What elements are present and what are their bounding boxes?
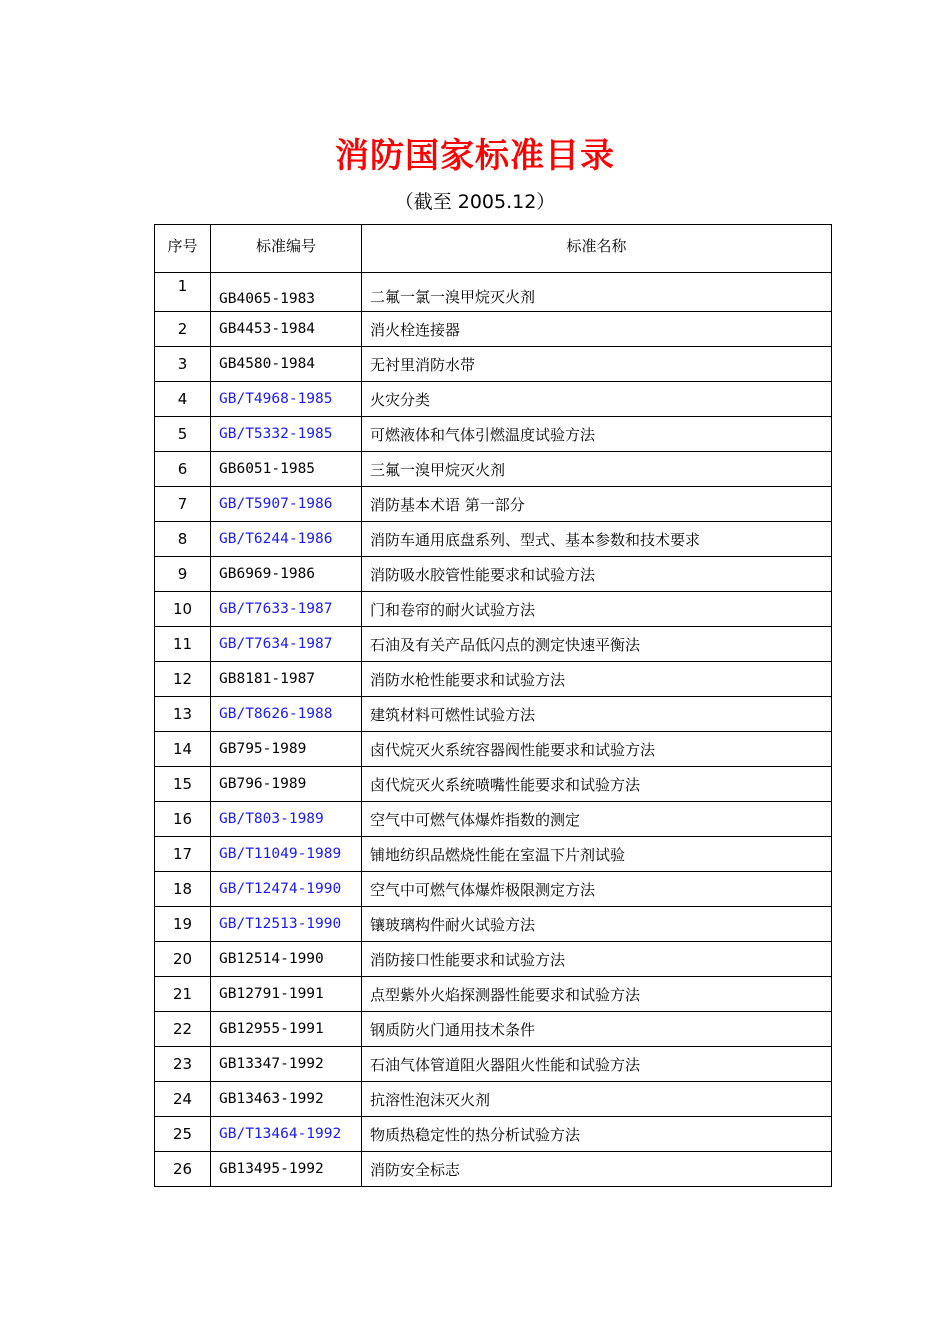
- row-standard-name: 空气中可燃气体爆炸指数的测定: [362, 802, 832, 837]
- row-standard-name: 石油气体管道阻火器阻火性能和试验方法: [362, 1047, 832, 1082]
- row-standard-code: GB796-1989: [211, 767, 362, 802]
- row-standard-name: 消火栓连接器: [362, 312, 832, 347]
- row-standard-code: GB13347-1992: [211, 1047, 362, 1082]
- row-serial-number: 7: [155, 487, 211, 522]
- row-standard-name: 空气中可燃气体爆炸极限测定方法: [362, 872, 832, 907]
- header-standard-code: 标准编号: [211, 222, 362, 270]
- row-standard-name: 镶玻璃构件耐火试验方法: [362, 907, 832, 942]
- row-serial-number: 11: [155, 627, 211, 662]
- row-standard-code[interactable]: GB/T5907-1986: [211, 487, 362, 522]
- row-standard-name: 无衬里消防水带: [362, 347, 832, 382]
- row-standard-name: 建筑材料可燃性试验方法: [362, 697, 832, 732]
- row-standard-code[interactable]: GB/T6244-1986: [211, 522, 362, 557]
- table-row: [155, 592, 832, 627]
- table-row: [155, 347, 832, 382]
- row-standard-name: 消防接口性能要求和试验方法: [362, 942, 832, 977]
- row-serial-number: 25: [155, 1117, 211, 1152]
- row-standard-code[interactable]: GB/T5332-1985: [211, 417, 362, 452]
- row-standard-code[interactable]: GB/T12513-1990: [211, 907, 362, 942]
- row-standard-code[interactable]: GB/T13464-1992: [211, 1117, 362, 1152]
- row-standard-name: 火灾分类: [362, 382, 832, 417]
- row-standard-code: GB4453-1984: [211, 312, 362, 347]
- row-serial-number: 6: [155, 452, 211, 487]
- row-standard-name: 消防车通用底盘系列、型式、基本参数和技术要求: [362, 522, 832, 557]
- row-standard-name: 可燃液体和气体引燃温度试验方法: [362, 417, 832, 452]
- row-serial-number: 2: [155, 312, 211, 347]
- table-row: [155, 273, 832, 312]
- row-serial-number: 1: [155, 273, 211, 312]
- row-serial-number: 12: [155, 662, 211, 697]
- row-standard-code: GB13495-1992: [211, 1152, 362, 1187]
- row-standard-code: GB795-1989: [211, 732, 362, 767]
- table-row: [155, 417, 832, 452]
- row-serial-number: 23: [155, 1047, 211, 1082]
- row-serial-number: 9: [155, 557, 211, 592]
- table-row: [155, 1117, 832, 1152]
- row-standard-code[interactable]: GB/T12474-1990: [211, 872, 362, 907]
- row-standard-code[interactable]: GB/T8626-1988: [211, 697, 362, 732]
- row-serial-number: 8: [155, 522, 211, 557]
- table-row: [155, 1082, 832, 1117]
- table-row: [155, 452, 832, 487]
- row-serial-number: 20: [155, 942, 211, 977]
- row-standard-code: GB6051-1985: [211, 452, 362, 487]
- table-row: [155, 1047, 832, 1082]
- row-standard-code[interactable]: GB/T7634-1987: [211, 627, 362, 662]
- table-row: [155, 977, 832, 1012]
- table-row: [155, 522, 832, 557]
- row-serial-number: 13: [155, 697, 211, 732]
- row-standard-code: GB12791-1991: [211, 977, 362, 1012]
- row-standard-code[interactable]: GB/T11049-1989: [211, 837, 362, 872]
- row-standard-code: GB8181-1987: [211, 662, 362, 697]
- table-row: [155, 312, 832, 347]
- row-standard-code: GB6969-1986: [211, 557, 362, 592]
- row-standard-name: 消防安全标志: [362, 1152, 832, 1187]
- row-standard-code: GB12955-1991: [211, 1012, 362, 1047]
- table-row: [155, 1012, 832, 1047]
- row-standard-code: GB13463-1992: [211, 1082, 362, 1117]
- row-serial-number: 14: [155, 732, 211, 767]
- table-row: [155, 382, 832, 417]
- row-standard-name: 消防吸水胶管性能要求和试验方法: [362, 557, 832, 592]
- row-standard-name: 物质热稳定性的热分析试验方法: [362, 1117, 832, 1152]
- row-standard-name: 点型紫外火焰探测器性能要求和试验方法: [362, 977, 832, 1012]
- row-serial-number: 15: [155, 767, 211, 802]
- row-serial-number: 22: [155, 1012, 211, 1047]
- header-standard-name: 标准名称: [362, 222, 832, 270]
- table-row: [155, 662, 832, 697]
- row-serial-number: 4: [155, 382, 211, 417]
- table-row: [155, 907, 832, 942]
- document-title: 消防国家标准目录: [335, 136, 615, 176]
- document-subtitle: （截至 2005.12）: [394, 191, 556, 213]
- row-serial-number: 18: [155, 872, 211, 907]
- row-standard-code[interactable]: GB/T4968-1985: [211, 382, 362, 417]
- table-row: [155, 872, 832, 907]
- row-standard-name: 消防水枪性能要求和试验方法: [362, 662, 832, 697]
- header-serial-number: 序号: [155, 222, 211, 270]
- table-row: [155, 837, 832, 872]
- row-serial-number: 17: [155, 837, 211, 872]
- row-standard-code[interactable]: GB/T7633-1987: [211, 592, 362, 627]
- row-standard-name: 石油及有关产品低闪点的测定快速平衡法: [362, 627, 832, 662]
- standards-table: [154, 224, 832, 1187]
- row-serial-number: 24: [155, 1082, 211, 1117]
- row-standard-code: GB4580-1984: [211, 347, 362, 382]
- table-row: [155, 557, 832, 592]
- table-row: [155, 697, 832, 732]
- table-row: [155, 627, 832, 662]
- row-serial-number: 26: [155, 1152, 211, 1187]
- row-standard-name: 卤代烷灭火系统容器阀性能要求和试验方法: [362, 732, 832, 767]
- row-standard-name: 铺地纺织品燃烧性能在室温下片剂试验: [362, 837, 832, 872]
- row-standard-code: GB4065-1983: [211, 273, 362, 312]
- row-standard-name: 二氟一氯一溴甲烷灭火剂: [362, 273, 832, 312]
- row-standard-name: 卤代烷灭火系统喷嘴性能要求和试验方法: [362, 767, 832, 802]
- row-serial-number: 10: [155, 592, 211, 627]
- row-serial-number: 5: [155, 417, 211, 452]
- row-standard-name: 三氟一溴甲烷灭火剂: [362, 452, 832, 487]
- row-standard-name: 消防基本术语 第一部分: [362, 487, 832, 522]
- table-row: [155, 1152, 832, 1187]
- row-serial-number: 19: [155, 907, 211, 942]
- row-serial-number: 3: [155, 347, 211, 382]
- row-serial-number: 21: [155, 977, 211, 1012]
- row-serial-number: 16: [155, 802, 211, 837]
- table-header-row: [155, 225, 832, 273]
- row-standard-name: 门和卷帘的耐火试验方法: [362, 592, 832, 627]
- table-row: [155, 487, 832, 522]
- row-standard-code[interactable]: GB/T803-1989: [211, 802, 362, 837]
- table-row: [155, 732, 832, 767]
- table-row: [155, 802, 832, 837]
- row-standard-name: 钢质防火门通用技术条件: [362, 1012, 832, 1047]
- table-row: [155, 767, 832, 802]
- row-standard-name: 抗溶性泡沫灭火剂: [362, 1082, 832, 1117]
- row-standard-code: GB12514-1990: [211, 942, 362, 977]
- table-row: [155, 942, 832, 977]
